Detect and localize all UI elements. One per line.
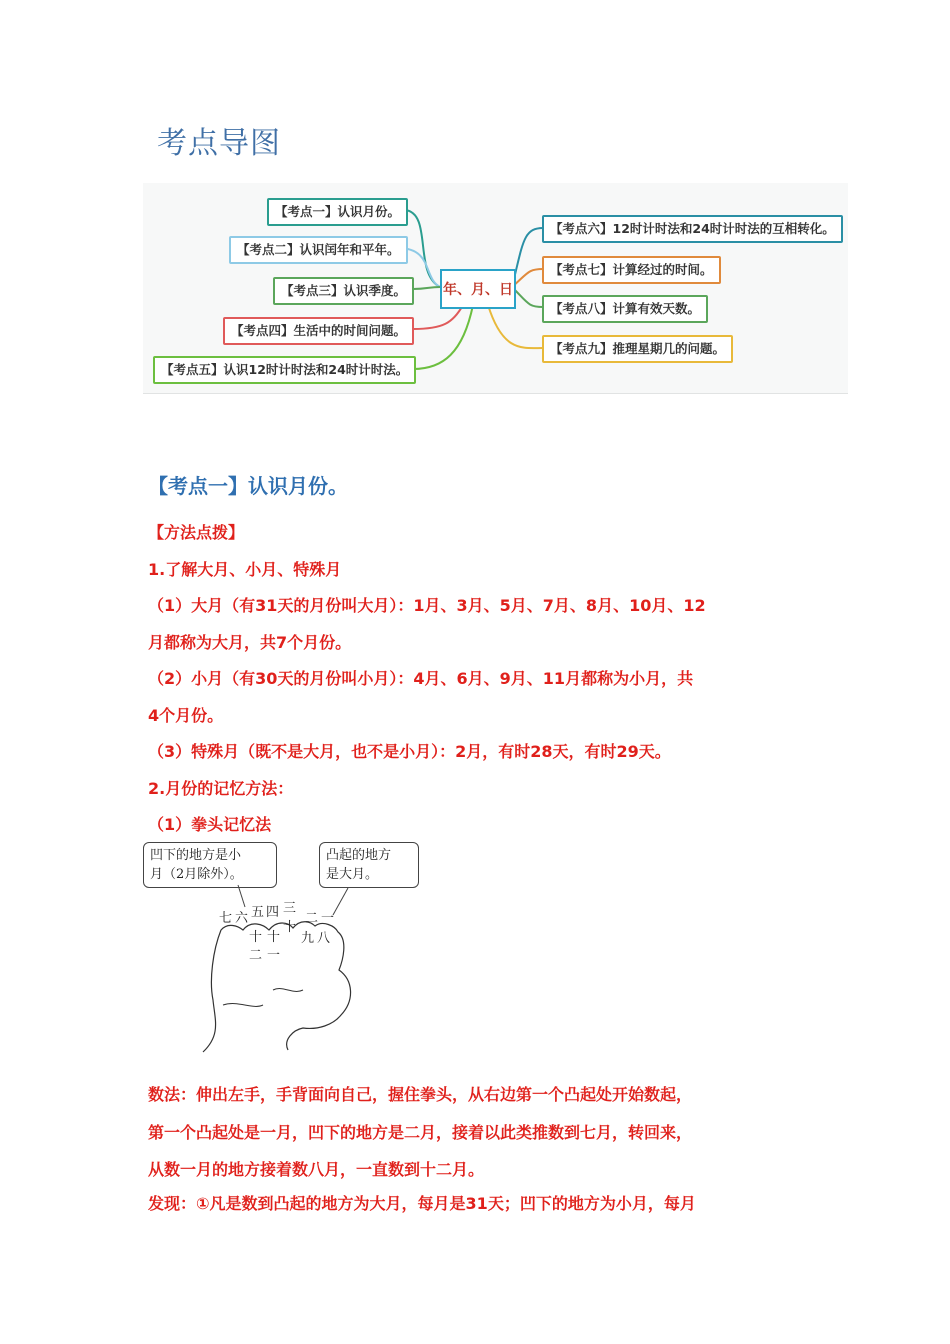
digit-9: 九 — [301, 931, 315, 946]
text-line: 4个月份。 — [148, 706, 224, 725]
node-kaodian-8: 【考点八】计算有效天数。 — [542, 295, 708, 323]
digit-twelve-two: 二 — [249, 948, 263, 963]
node-kaodian-6: 【考点六】12时计时法和24时计时法的互相转化。 — [542, 215, 843, 243]
node-kaodian-1: 【考点一】认识月份。 — [267, 198, 408, 226]
digit-7: 七 — [219, 911, 233, 926]
text-line: （3）特殊月（既不是大月，也不是小月）：2月，有时28天，有时29天。 — [148, 742, 671, 761]
text-line: 月都称为大月，共7个月份。 — [148, 633, 352, 652]
text-line: 1.了解大月、小月、特殊月 — [148, 560, 342, 579]
node-kaodian-9: 【考点九】推理星期几的问题。 — [542, 335, 733, 363]
digit-ten-c: 十 — [283, 920, 297, 935]
node-kaodian-2: 【考点二】认识闰年和平年。 — [229, 236, 408, 264]
digit-6: 六 — [235, 911, 249, 926]
fist-drawing — [143, 840, 423, 1055]
mind-map-center: 年、月、日 — [440, 269, 516, 309]
bubble-left-line-2: 月（2月除外）。 — [150, 867, 243, 882]
text-line: 发现：①凡是数到凸起的地方为大月，每月是31天；凹下的地方为小月，每月 — [148, 1194, 696, 1213]
digit-1: 一 — [321, 911, 335, 926]
digit-4: 四 — [266, 905, 280, 920]
connector-9 — [488, 305, 543, 348]
connector-6 — [512, 228, 543, 287]
text-line: （1）大月（有31天的月份叫大月）：1月、3月、5月、7月、8月、10月、12 — [148, 596, 706, 615]
mind-map — [143, 183, 848, 394]
page-title: 考点导图 — [157, 126, 281, 161]
digit-eleven-one: 一 — [267, 948, 281, 963]
connector-8 — [512, 287, 543, 307]
section-heading: 【考点一】认识月份。 — [148, 474, 348, 498]
text-line: 数法：伸出左手，手背面向自己，握住拳头，从右边第一个凸起处开始数起， — [148, 1085, 693, 1104]
node-kaodian-5: 【考点五】认识12时计时法和24时计时法。 — [153, 356, 416, 384]
fist-memory-figure — [143, 840, 423, 1055]
method-tip-label: 【方法点拨】 — [148, 523, 245, 542]
digit-3: 三 — [283, 901, 297, 916]
node-kaodian-7: 【考点七】计算经过的时间。 — [542, 256, 721, 284]
node-kaodian-3: 【考点三】认识季度。 — [273, 277, 414, 305]
bubble-right-line-2: 是大月。 — [326, 867, 379, 882]
digit-5: 五 — [251, 905, 265, 920]
digit-ten-b: 十 — [267, 930, 281, 945]
bubble-right-line-1: 凸起的地方 — [326, 848, 392, 863]
digit-8: 八 — [317, 931, 331, 946]
connector-1 — [405, 210, 440, 287]
connector-3 — [413, 287, 440, 289]
digit-ten-a: 十 — [249, 930, 263, 945]
text-line: （2）小月（有30天的月份叫小月）：4月、6月、9月、11月都称为小月，共 — [148, 669, 694, 688]
node-kaodian-4: 【考点四】生活中的时间问题。 — [223, 317, 414, 345]
bubble-left-line-1: 凹下的地方是小 — [150, 848, 242, 863]
text-line: 第一个凸起处是一月，凹下的地方是二月，接着以此类推数到七月，转回来， — [148, 1123, 693, 1142]
text-line: 从数一月的地方接着数八月，一直数到十二月。 — [148, 1160, 485, 1179]
text-line: 2.月份的记忆方法： — [148, 779, 294, 798]
text-line: （1）拳头记忆法 — [148, 815, 272, 834]
connector-5 — [413, 305, 473, 369]
digit-2: 二 — [305, 911, 319, 926]
